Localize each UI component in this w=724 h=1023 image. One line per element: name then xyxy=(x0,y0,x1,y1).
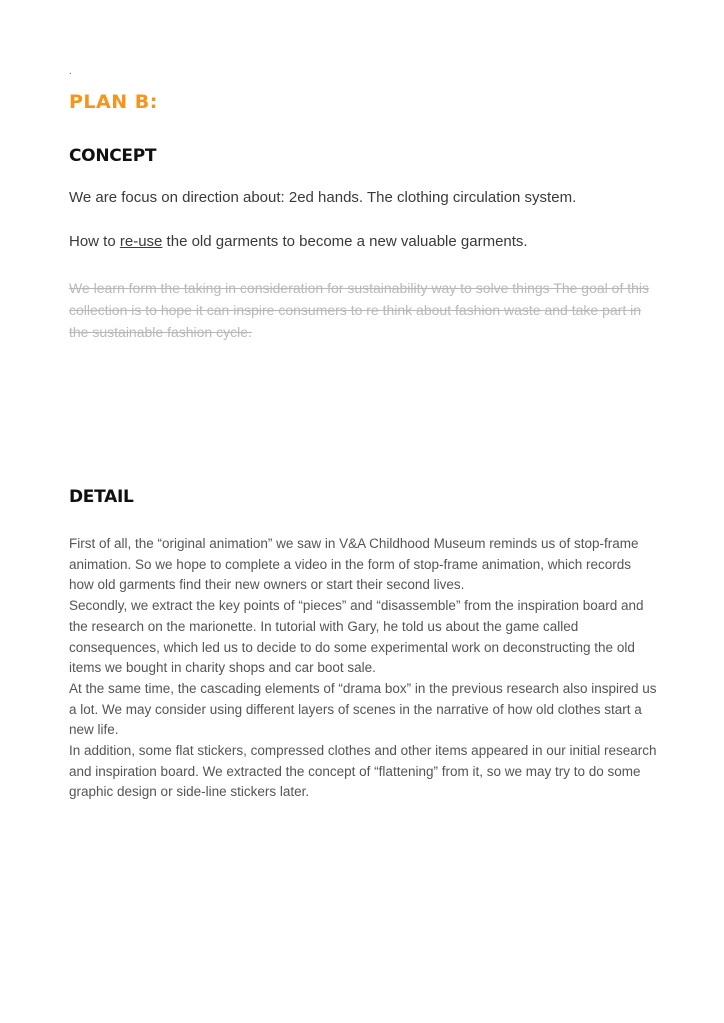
page-marker: . xyxy=(69,66,72,77)
concept-reuse-text xyxy=(69,233,528,250)
plan-title: PLAN B: xyxy=(69,91,158,113)
detail-body xyxy=(69,534,659,803)
detail-paragraph-flattening: In addition, some flat stickers, compressed clothes and other items appeared in our initial research and inspiration board. We extracted the concept of “flattening” from it, so we may try to do some graphic design or side-line stickers later. xyxy=(69,743,657,800)
reuse-underlined-term: re-use xyxy=(119,233,163,250)
detail-paragraph-animation: First of all, the “original animation” we saw in V&A Childhood Museum reminds us of stop-frame animation. So we hope to complete a video in the form of stop-frame animation, which records how old garments find their new owners or start their second lives. xyxy=(69,536,639,593)
struck-through-paragraph: We learn form the taking in consideration for sustainability way to solve things The goal of this collection is to hope it can inspire consumers to re think about fashion waste and take part in the sustainable fashion cycle. xyxy=(69,280,650,340)
reuse-text-prefix: How to xyxy=(69,233,120,250)
concept-heading: CONCEPT xyxy=(69,146,157,166)
concept-direction-text: We are focus on direction about: 2ed hands. The clothing circulation system. xyxy=(69,189,577,206)
detail-paragraph-drama-box: At the same time, the cascading elements of “drama box” in the previous research also inspired us a lot. We may consider using different layers of scenes in the narrative of how old clothes start a new life. xyxy=(69,680,657,738)
reuse-text-suffix: the old garments to become a new valuable garments. xyxy=(162,233,528,250)
detail-heading: DETAIL xyxy=(69,487,134,507)
detail-paragraph-deconstruction: Secondly, we extract the key points of “pieces” and “disassemble” from the inspiration board and the research on the marionette. In tutorial with Gary, he told us about the game called consequences, which led us to decide to do some experimental work on deconstructing the old items we bought in charity shops and car boot sale. xyxy=(69,598,644,676)
